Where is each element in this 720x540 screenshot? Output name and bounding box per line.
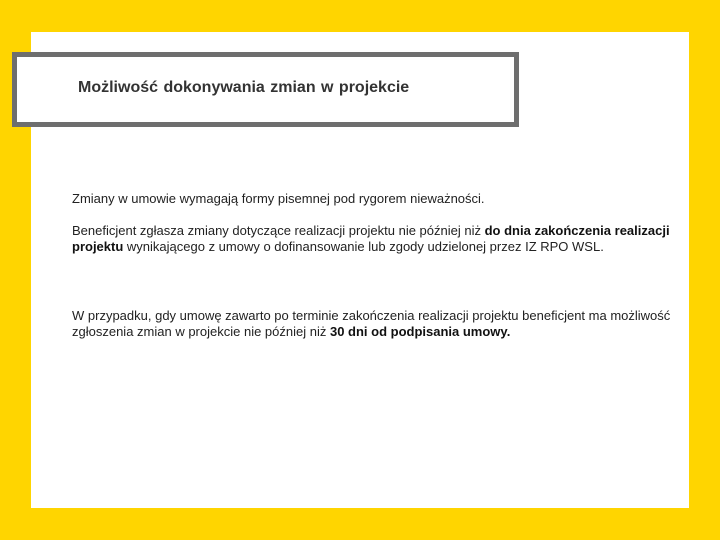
paragraph-late-contract [72,308,672,340]
paragraph-bold-text: do dnia zakończenia realizacji projektu [72,223,670,254]
paragraph-deadline [72,223,672,255]
paragraph-text: Beneficjent zgłasza zmiany dotyczące realizacji projektu nie później niż [72,223,485,238]
paragraph-bold-text: 30 dni od podpisania umowy. [329,324,511,339]
paragraph-text: W przypadku, gdy umowę zawarto po terminie zakończenia realizacji projektu beneficjent ma możliwość zgłoszenia zmian w projekcie nie później niż [72,308,671,339]
title-frame [12,52,519,127]
paragraph-text: Zmiany w umowie wymagają formy pisemnej pod rygorem nieważności. [72,191,485,206]
slide-title: Możliwość dokonywania zmian w projekcie [78,79,410,96]
paragraph-written-form [72,191,672,207]
paragraph-text: wynikającego z umowy o dofinansowanie lub zgody udzielonej przez IZ RPO WSL. [123,239,604,254]
